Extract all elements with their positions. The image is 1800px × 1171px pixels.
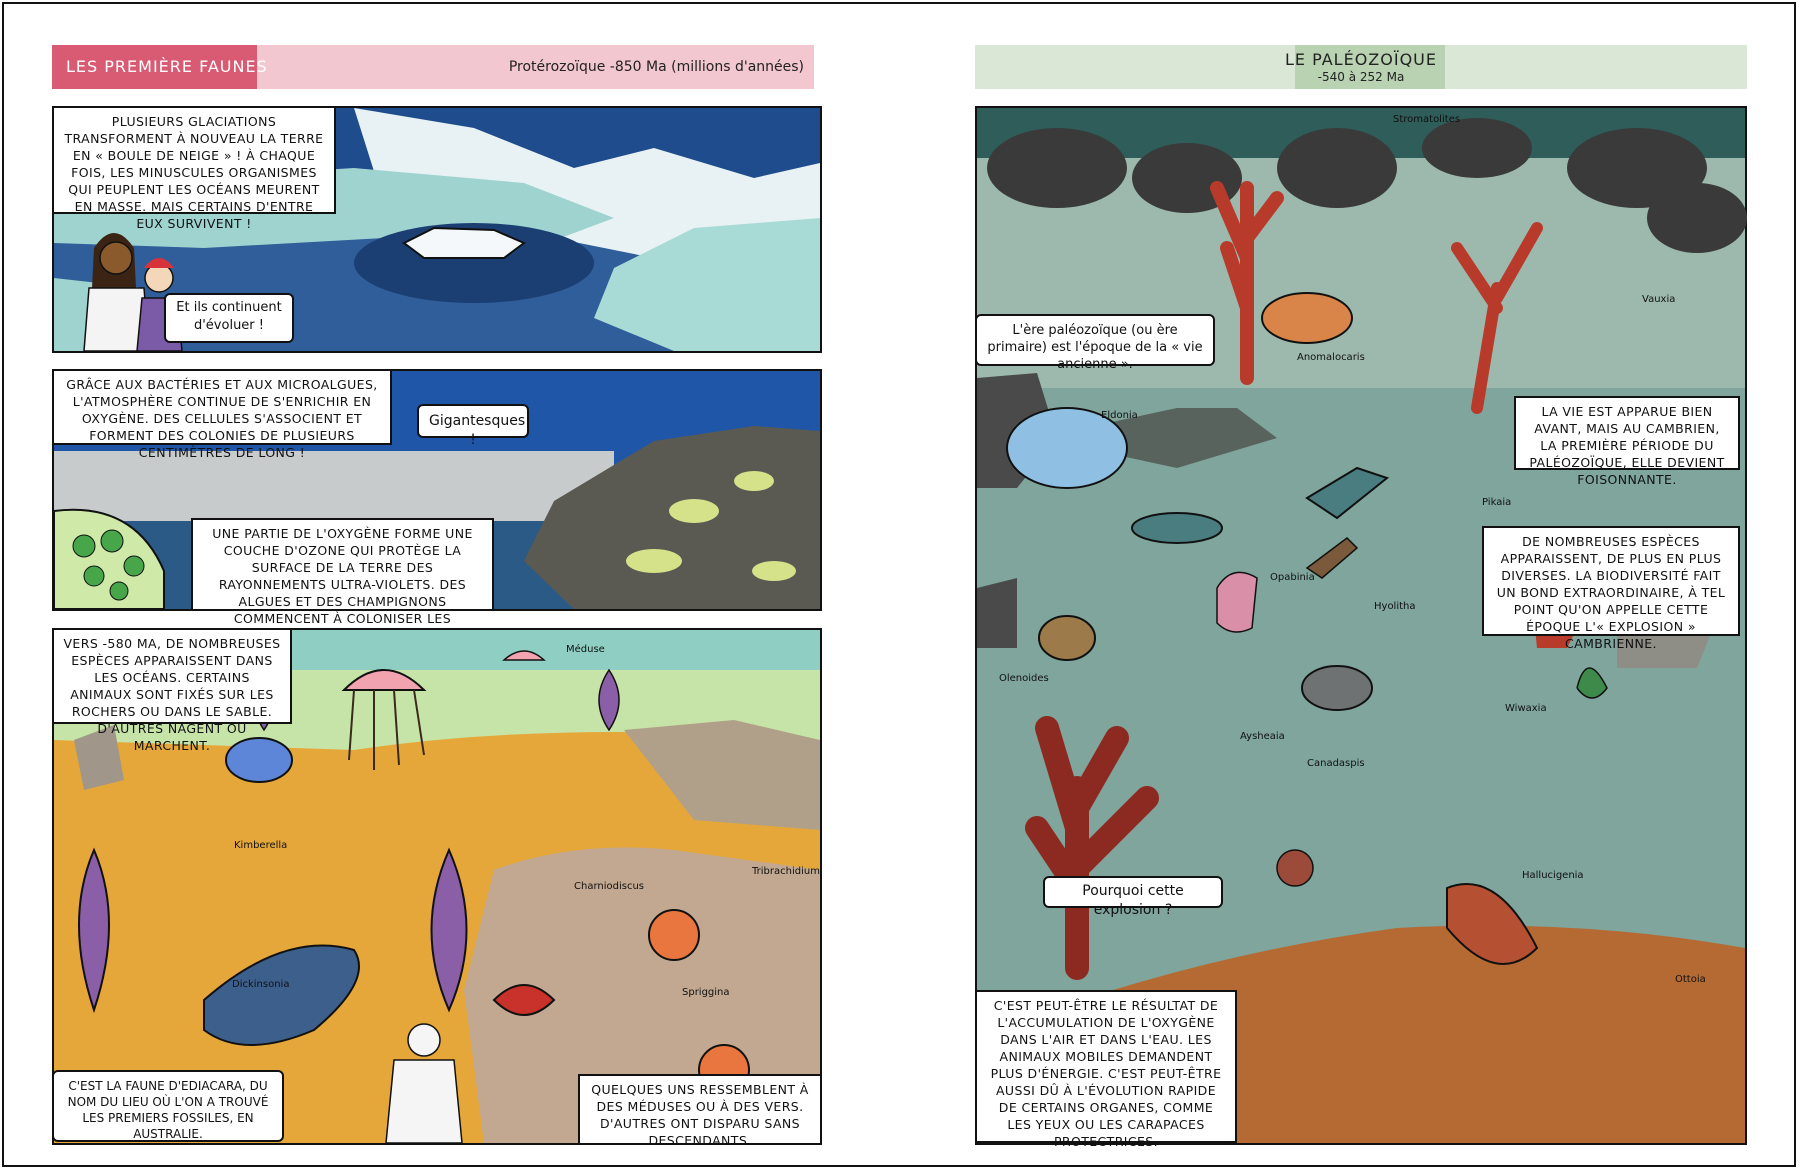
ediacara-caption-top: VERS -580 MA, DE NOMBREUSES ESPÈCES APPARAISSENT DANS LES OCÉANS. CERTAINS ANIMAUX SONT FIXÉS SUR LES ROCHERS OU DANS LE SABLE. D'AUTRES NAGENT OU MARCHENT. [52,628,292,724]
label-opabinia: Opabinia [1270,572,1315,583]
right-banner-title: LE PALÉOZOÏQUE [1285,50,1437,69]
label-meduse: Méduse [566,644,605,655]
panel-cambrian [975,106,1747,1149]
cambrian-species-caption: DE NOMBREUSES ESPÈCES APPARAISSENT, DE PLUS EN PLUS DIVERSES. LA BIODIVERSITÉ FAIT UN BOND EXTRAORDINAIRE, À TEL POINT QU'ON APPELLE CETTE ÉPOQUE L'« EXPLOSION » CAMBRIENNE. [1482,526,1740,636]
panel-glaciation [52,106,822,353]
label-dickinsonia: Dickinsonia [232,979,290,990]
right-banner [975,45,1747,89]
label-spriggina: Spriggina [682,987,730,998]
label-tribrachidium: Tribrachidium [752,866,820,877]
ediacara-caption-right: QUELQUES UNS RESSEMBLENT À DES MÉDUSES OU À DES VERS. D'AUTRES ONT DISPARU SANS DESCENDANTS. [578,1074,822,1145]
ediacara-bubble: C'EST LA FAUNE D'EDIACARA, DU NOM DU LIEU OÙ L'ON A TROUVÉ LES PREMIERS FOSSILES, EN AUSTRALIE. [52,1070,284,1142]
left-banner-title: LES PREMIÈRE FAUNES [66,57,268,76]
paleozoic-era-bubble: L'ère paléozoïque (ou ère primaire) est l'époque de la « vie ancienne ». [975,314,1215,366]
cambrian-life-caption: LA VIE EST APPARUE BIEN AVANT, MAIS AU CAMBRIEN, LA PREMIÈRE PÉRIODE DU PALÉOZOÏQUE, ELLE DEVIENT FOISONNANTE. [1514,396,1740,470]
right-banner-subtitle: -540 à 252 Ma [1317,70,1405,84]
label-pikaia: Pikaia [1482,497,1512,508]
label-kimberella: Kimberella [234,840,288,851]
oxygen-caption-top: GRÂCE AUX BACTÉRIES ET AUX MICROALGUES, L'ATMOSPHÈRE CONTINUE DE S'ENRICHIR EN OXYGÈNE. DES CELLULES S'ASSOCIENT ET FORMENT DES COLONIES DE PLUSIEURS CENTIMÈTRES DE LONG ! [52,369,392,445]
panel-ediacara [52,628,822,1148]
label-eldonia: Eldonia [1101,410,1138,421]
label-olenoides: Olenoides [999,673,1049,684]
why-explosion-bubble: Pourquoi cette explosion ? [1043,876,1223,908]
left-banner [52,45,814,89]
label-wiwaxia: Wiwaxia [1505,703,1547,714]
explosion-answer-caption: C'EST PEUT-ÊTRE LE RÉSULTAT DE L'ACCUMULATION DE L'OXYGÈNE DANS L'AIR ET DANS L'EAU. LES ANIMAUX MOBILES DEMANDENT PLUS D'ÉNERGIE. C'EST PEUT-ÊTRE AUSSI DÛ À L'ÉVOLUTION RAPIDE DE CERTAINS ORGANES, COMME LES YEUX OU LES CARAPACES PROTECTRICES. [975,990,1237,1143]
ozone-caption: UNE PARTIE DE L'OXYGÈNE FORME UNE COUCHE D'OZONE QUI PROTÈGE LA SURFACE DE LA TERRE DES RAYONNEMENTS ULTRA-VIOLETS. DES ALGUES ET DES CHAMPIGNONS COMMENCENT À COLONISER LES [191,518,494,611]
label-anomalocaris: Anomalocaris [1297,352,1365,363]
label-stromatolites: Stromatolites [1393,114,1461,125]
label-hyolitha: Hyolitha [1374,601,1416,612]
left-banner-subtitle: Protérozoïque -850 Ma (millions d'années) [508,59,804,75]
label-canadaspis: Canadaspis [1307,758,1365,769]
label-ottoia: Ottoia [1675,974,1706,985]
label-aysheaia: Aysheaia [1240,731,1285,742]
label-charniodiscus: Charniodiscus [574,881,644,892]
panel-oxygen [52,369,822,626]
label-hallucigenia: Hallucigenia [1522,870,1584,881]
gigantesques-bubble: Gigantesques ! [417,404,529,438]
evolve-bubble: Et ils continuent d'évoluer ! [164,293,294,343]
label-vauxia: Vauxia [1642,294,1676,305]
glaciation-caption: PLUSIEURS GLACIATIONS TRANSFORMENT À NOUVEAU LA TERRE EN « BOULE DE NEIGE » ! À CHAQUE FOIS, LES MINUSCULES ORGANISMES QUI PEUPLENT LES OCÉANS MEURENT EN MASSE. MAIS CERTAINS D'ENTRE EUX SURVIVENT ! [52,106,336,214]
